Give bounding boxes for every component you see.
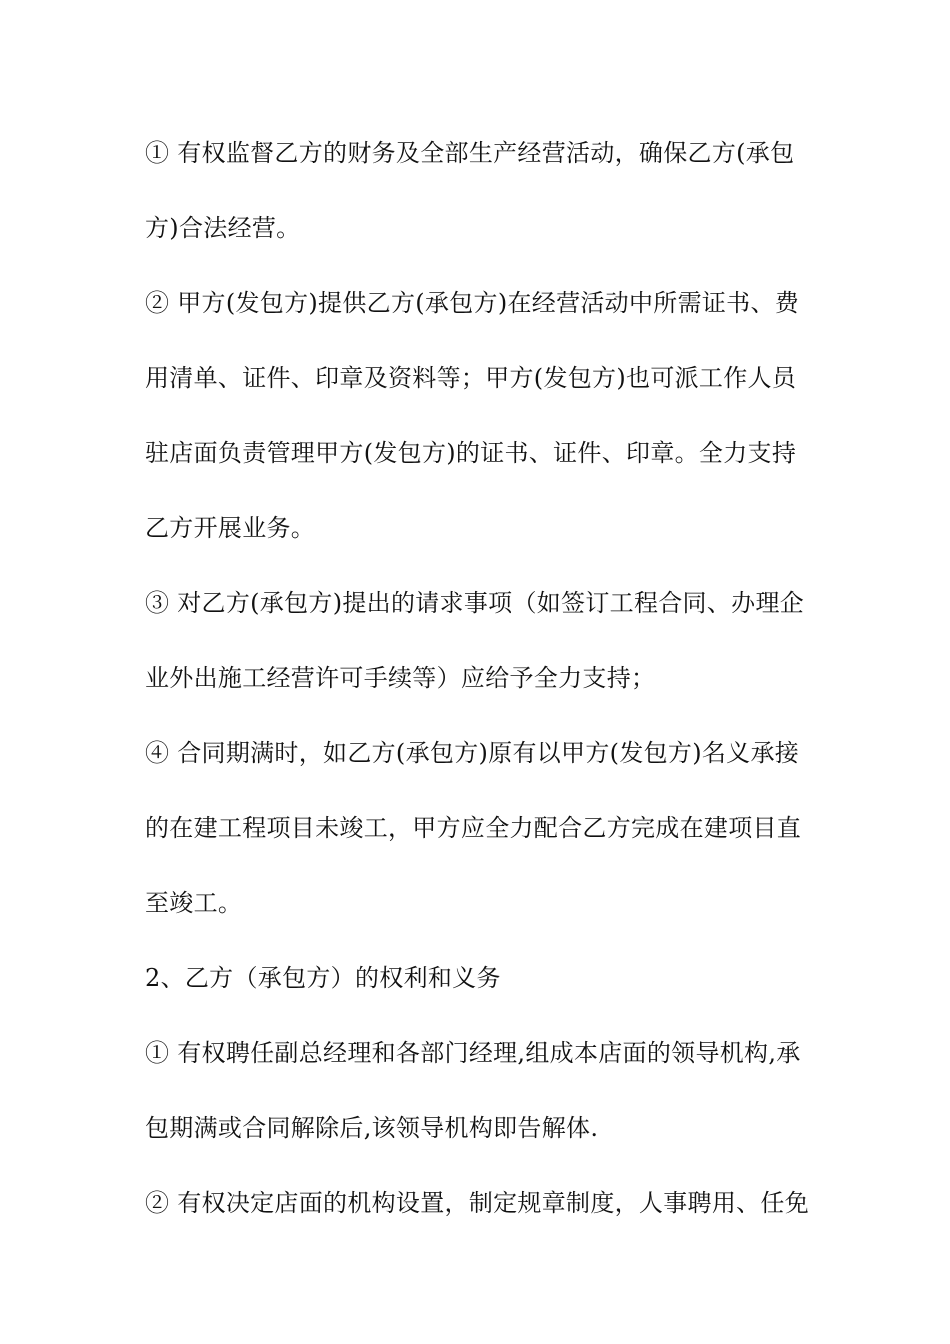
text-line: ④ 合同期满时，如乙方(承包方)原有以甲方(发包方)名义承接 — [145, 739, 800, 767]
text-line: 用清单、证件、印章及资料等；甲方(发包方)也可派工作人员 — [145, 364, 797, 392]
text-line: 乙方开展业务。 — [145, 514, 316, 542]
text-line: ① 有权监督乙方的财务及全部生产经营活动，确保乙方(承包 — [145, 139, 795, 167]
text-line: 驻店面负责管理甲方(发包方)的证书、证件、印章。全力支持 — [145, 439, 797, 467]
text-line: ② 甲方(发包方)提供乙方(承包方)在经营活动中所需证书、费 — [145, 289, 800, 317]
section-heading: 2、乙方（承包方）的权利和义务 — [145, 964, 501, 992]
text-line: ② 有权决定店面的机构设置，制定规章制度，人事聘用、任免 — [145, 1189, 810, 1217]
text-line: ① 有权聘任副总经理和各部门经理,组成本店面的领导机构,承 — [145, 1039, 801, 1067]
text-line: ③ 对乙方(承包方)提出的请求事项（如签订工程合同、办理企 — [145, 589, 805, 617]
text-line: 方)合法经营。 — [145, 214, 301, 242]
text-line: 至竣工。 — [145, 889, 243, 917]
text-line: 业外出施工经营许可手续等）应给予全力支持； — [145, 664, 656, 692]
text-line: 的在建工程项目未竣工，甲方应全力配合乙方完成在建项目直 — [145, 814, 802, 842]
text-line: 包期满或合同解除后,该领导机构即告解体. — [145, 1114, 599, 1142]
